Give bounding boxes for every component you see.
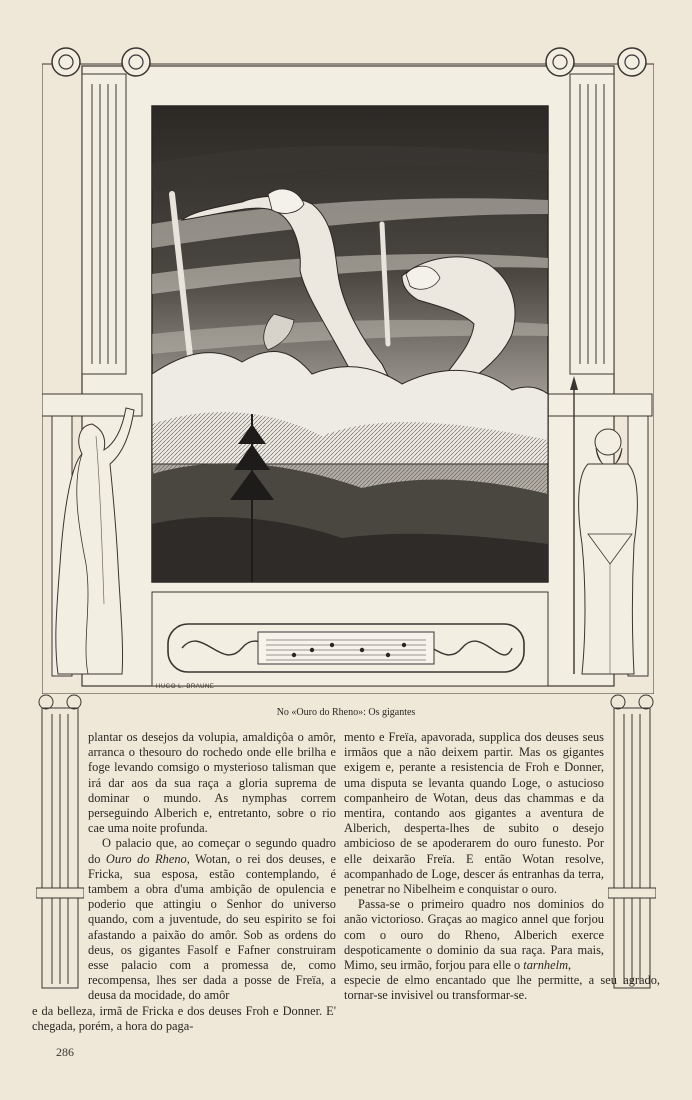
page-number: 286 <box>56 1045 74 1059</box>
paragraph-continuation: especie de elmo encantado que lhe permitte, a seu agrado, tornar-se invisivel ou transformar-se. <box>344 973 660 1003</box>
knotwork-band <box>152 592 548 686</box>
figure-caption <box>0 707 692 718</box>
paragraph: plantar os desejos da volupia, amaldiçôa o amôr, arranca o thesouro do rochedo onde elle brilha e foge levando comsigo o mysterioso talisman que irá dar aos da sua raça a gloria suprema de dominar o mundo. As nymphas correm perseguindo Alberich e, entretanto, sobre o rio cae uma noite profunda. <box>88 730 336 836</box>
left-text-pillar <box>36 694 84 994</box>
paragraph: mento e Freïa, apavorada, supplica dos deuses seus irmãos que a não deixem partir. Mas os gigantes exigem e, perante a resistencia de Froh e Donner, uma disputa se levanta quando Loge, o astucioso companheiro de Wotan, deus das chammas e da mentira, contando aos gigantes a aventura de Alberich, desperta-lhes de subito o desejo ambicioso de se apoderarem do ouro funesto. Por elle deixarão Freïa. E então Wotan resolve, acompanhado de Loge, descer ás entranhas da terra, penetrar no Nibelheim e conquistar o ouro. <box>344 730 604 897</box>
term-tarnhelm: tarnhelm <box>523 958 569 973</box>
caption-suffix: : Os gigantes <box>363 707 416 718</box>
caption-prefix: No <box>276 707 292 718</box>
caption-title: «Ouro do Rheno» <box>291 707 364 718</box>
text-column-left <box>32 730 336 1034</box>
paragraph: Passa-se o primeiro quadro nos dominios do anão victorioso. Graças ao magico annel que forjou com o ouro do Rheno, Alberich exerce despoticamente o dominio da sua raça. Para mais, Mimo, seu irmão, forjou para elle o tarnhelm, <box>344 897 604 973</box>
text-column-right <box>344 730 660 1004</box>
giants-illustration <box>152 106 548 582</box>
artist-signature: HUGO L. BRAUNE <box>156 684 215 690</box>
illustration-plate <box>42 44 654 694</box>
right-text-pillar <box>608 694 656 994</box>
paragraph: O palacio que, ao começar o segundo quadro do Ouro do Rheno, Wotan, o rei dos deuses, e Fricka, sua esposa, estão contemplando, é tambem a obra d'uma ambição de opulencia e poderio que attingiu o Senhor do universo quando, com a juventude, do seu espirito se foi afastando a paixão do amôr. Sob as ordens do deus, os gigantes Fasolf e Fafner construiram esse palacio com a promessa de, como recompensa, lhes ser dada a posse de Freïa, a deusa da mocidade, do amôr <box>88 836 336 1003</box>
paragraph-continuation: e da belleza, irmã de Fricka e dos deuses Froh e Donner. E' chegada, porém, a hora do paga- <box>32 1003 336 1033</box>
opera-title: Ouro do Rheno <box>105 851 187 866</box>
art-nouveau-frame <box>42 44 654 694</box>
